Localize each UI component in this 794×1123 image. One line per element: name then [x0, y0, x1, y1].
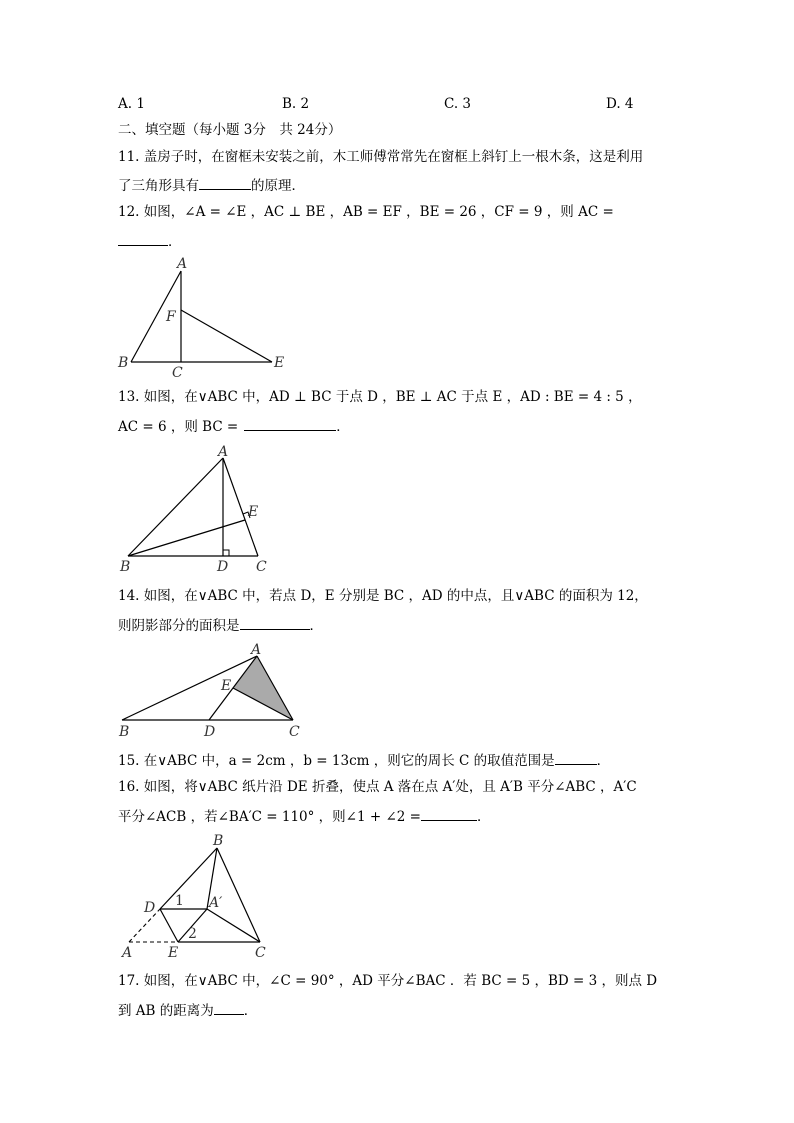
option-c: C. 3	[444, 96, 472, 112]
option-a: A. 1	[118, 96, 145, 112]
q12-label-b: B	[118, 355, 129, 371]
q15-text-b: ．	[596, 753, 611, 769]
q13-label-d: D	[217, 559, 229, 575]
q13-label-c: C	[256, 559, 267, 575]
q17-answer-blank[interactable]	[214, 1000, 244, 1015]
q16-label-e: E	[168, 945, 179, 961]
section-title: 二、填空题（每小题 3分 共 24分）	[118, 122, 342, 138]
q11-text-a: 了三角形具有	[118, 178, 199, 194]
q16-label-b: B	[213, 833, 224, 849]
q16-label-c: C	[255, 945, 266, 961]
q12-text-end: ．	[168, 234, 182, 250]
q16-label-a-prime: A′	[209, 895, 223, 911]
q14-line1: 14. 如图，在∨ABC 中，若点 D，E 分别是 BC ，AD 的中点，且∨ABC 的面积为 12，	[118, 588, 648, 604]
q13-text-a: AC = 6 ，则 BC =	[118, 419, 239, 435]
q13-label-b: B	[120, 559, 131, 575]
q16-text-a: 平分∠ACB ，若∠BA′C = 110° ，则∠1 + ∠2 =	[118, 809, 421, 825]
q17-line1: 17. 如图，在∨ABC 中，∠C = 90° ，AD 平分∠BAC ．若 BC = 5 ，BD = 3 ，则点 D	[118, 973, 658, 989]
q14-label-b: B	[119, 724, 130, 740]
q17-text-b: ．	[243, 1003, 258, 1019]
q13-text-b: ．	[336, 419, 350, 435]
q14-text-b: ．	[309, 618, 323, 634]
q17-line2	[118, 1000, 257, 1020]
q12-label-f: F	[166, 309, 176, 325]
q12-label-e: E	[274, 355, 285, 371]
q13-line1: 13. 如图，在∨ABC 中，AD ⊥ BC 于点 D ，BE ⊥ AC 于点 E ，AD : BE = 4 : 5 ，	[118, 389, 642, 405]
q11-text-b: 的原理．	[251, 178, 305, 194]
q16-label-d: D	[144, 900, 156, 916]
q16-line1: 16. 如图，将∨ABC 纸片沿 DE 折叠，使点 A 落在点 A′处，且 A′B 平分∠ABC ，A′C	[118, 779, 637, 795]
q16-text-b: ．	[476, 809, 491, 825]
option-b: B. 2	[282, 96, 310, 112]
q14-label-d: D	[204, 724, 216, 740]
q12-label-a: A	[177, 256, 188, 272]
q13-label-a: A	[218, 444, 229, 460]
q13-label-e: E	[248, 504, 259, 520]
q14-label-a: A	[251, 642, 262, 658]
q12-line1: 12. 如图，∠A = ∠E ，AC ⊥ BE ，AB = EF ，BE = 26 ，CF = 9 ，则 AC =	[118, 204, 614, 220]
q16-label-a: A	[122, 945, 133, 961]
option-d: D. 4	[606, 96, 634, 112]
q14-label-c: C	[289, 724, 300, 740]
q12-label-c: C	[172, 365, 183, 381]
q17-text-a: 到 AB 的距离为	[118, 1003, 214, 1019]
q14-text-a: 则阴影部分的面积是	[118, 618, 240, 634]
q16-label-angle-1: 1	[175, 893, 184, 909]
q15-text-a: 15. 在∨ABC 中，a = 2cm ，b = 13cm ，则它的周长 C 的取值范围是	[118, 753, 555, 769]
q14-label-e: E	[221, 678, 232, 694]
q16-label-angle-2: 2	[188, 926, 197, 942]
q11-line1: 11. 盖房子时，在窗框未安装之前，木工师傅常常先在窗框上斜钉上一根木条，这是利用	[118, 149, 644, 165]
